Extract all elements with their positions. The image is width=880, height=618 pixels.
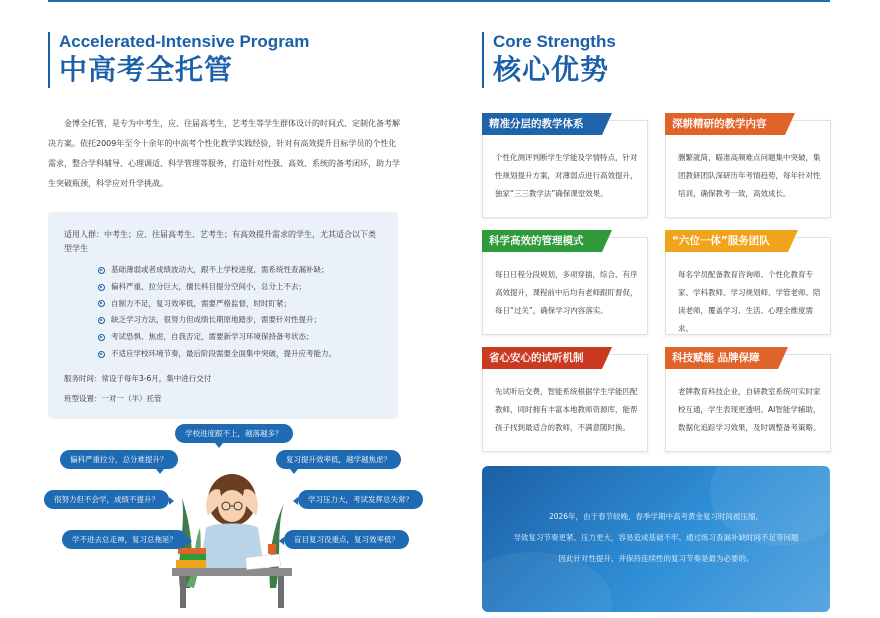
list-item [98,262,382,279]
strength-card [665,120,831,218]
concern-bubble: 学不进去总走神，复习总拖延？ [62,530,187,549]
concern-bubble: 偏科严重拉分，总分难提升？ [60,450,178,469]
bullet-icon [98,317,105,324]
program-title-block [48,32,398,88]
bullet-icon [98,334,105,341]
strengths-title-cn: 核心优势 [493,53,610,86]
strength-card [665,237,831,335]
strength-card-title: 深耕精研的教学内容 [665,113,785,135]
concern-bubble: 学习压力大，考试发挥总失常？ [298,490,423,509]
notice-banner [482,466,830,612]
list-item [98,312,382,329]
strength-card-title: “六位一体”服务团队 [665,230,788,252]
strength-card-title: 科技赋能 品牌保障 [665,347,778,369]
bullet-icon [98,284,105,291]
strength-card [665,354,831,452]
strengths-title-en: Core Strengths [493,32,616,51]
program-title-cn: 中高考全托管 [59,53,234,86]
service-time: 服务时间：常设于每年3-6月，集中进行交付 [64,373,212,383]
student-illustration [40,420,413,610]
list-item-text: 不适应学校环境节奏，最后阶段需要全面集中突破，提升应考能力。 [111,348,336,358]
program-section [48,32,398,419]
concern-bubble: 复习提升效率低，越学越焦虑？ [276,450,401,469]
concern-bubble: 盲目复习没重点，复习效率低？ [284,530,409,549]
strength-card [482,354,648,452]
strength-card-title: 精准分层的教学体系 [482,113,602,135]
list-item-text: 考试恐惧、焦虑，自我否定，需要新学习环境保持备考状态； [111,332,314,342]
banner-line: 导致复习节奏更紧、压力更大，容易造成基础不牢、通过练习查漏补缺时间不足等问题 [513,533,799,542]
strength-card-title: 省心安心的试听机制 [482,347,602,369]
top-rule [48,0,830,2]
strength-card-body: 先试听后交费，智能系统根据学生学能匹配教师，同时拥有丰富本地教师资源库，能帮孩子找到最适合的教师，不满意随时换。 [495,387,638,432]
list-item-text: 偏科严重，拉分巨大，擅长科目提分空间小，总分上不去； [111,281,306,291]
class-setting: 班型设置：一对一（半）托管 [64,393,162,403]
strength-card-body: 每名学员配备教育咨询师、个性化教育专家、学科教师、学习规划师、学管老师、陪读老师，覆盖学习、生活、心理全维度需求。 [678,270,821,333]
strength-card [482,120,648,218]
list-item [98,346,382,363]
strengths-title-block [482,32,832,88]
audience-list [98,262,382,363]
list-item-text: 缺乏学习方法，很努力但成绩长期原地踏步，需要针对性提升； [111,315,321,325]
strength-card [482,237,648,335]
banner-line: 因此针对性提升，并保持连续性的复习节奏是最为必要的。 [558,554,754,563]
concern-bubble: 很努力但不会学，成绩不提升？ [44,490,169,509]
stressed-student-illustration [172,458,292,608]
strength-card-title: 科学高效的管理模式 [482,230,602,252]
banner-line: 2026年，由于春节较晚，春季学期中高考黄金复习时间被压缩， [548,512,764,521]
strength-card-body: 老牌教育科技企业，自研教室系统可实时家校互通，学生表现更透明。AI智能学辅助，数据化追踪学习效果，及时调整备考策略。 [678,387,821,432]
list-item [98,329,382,346]
banner-text [482,506,830,569]
strength-card-body: 个性化测评判断学生学能及学情特点，针对性规划提升方案，对薄弱点进行高效提升，独家“三三教学法”确保课堂效果。 [495,153,638,198]
list-item-text: 自制力不足，复习效率低，需要严格监督，时时盯紧； [111,298,291,308]
bullet-icon [98,351,105,358]
strengths-section [482,32,832,88]
strength-card-body: 删繁就简，瞄准高频难点问题集中突破，集团教研团队深研历年考情趋势，每年针对性培训，确保教考一致，高效成长。 [678,153,821,198]
list-item-text: 基础薄弱或者成绩波动大，跟不上学校进度，需系统性查漏补缺； [111,265,329,274]
program-intro: 金博全托管，是专为中考生，应、往届高考生，艺考生等学生群体设计的时间式、定制化备考解决方案。依托2009年至今十余年的中高考个性化教学实践经验，针对有高效提升目标学员的个性化需求，整合学科辅导、心理调适、科学管理等服务，打造针对性强、高效、系统的备考闭环，助力学生突破瓶颈，科学应对升学挑战。 [48,119,400,188]
bullet-icon [98,300,105,307]
audience-lead: 适用人群：中考生；应、往届高考生、艺考生；有高效提升需求的学生，尤其适合以下类型学生 [64,230,376,253]
program-title-en: Accelerated-Intensive Program [59,32,310,51]
bullet-icon [98,267,105,274]
concern-bubble: 学校进度跟不上，越落越多？ [175,424,293,443]
list-item [98,296,382,313]
target-audience-box [48,212,398,419]
strength-card-body: 每日日程分段规划，多项穿插，综合、有序高效提升，课程前中后均有老师跟盯督促，每日“过关”，确保学习内容落实。 [495,270,638,315]
list-item [98,279,382,296]
